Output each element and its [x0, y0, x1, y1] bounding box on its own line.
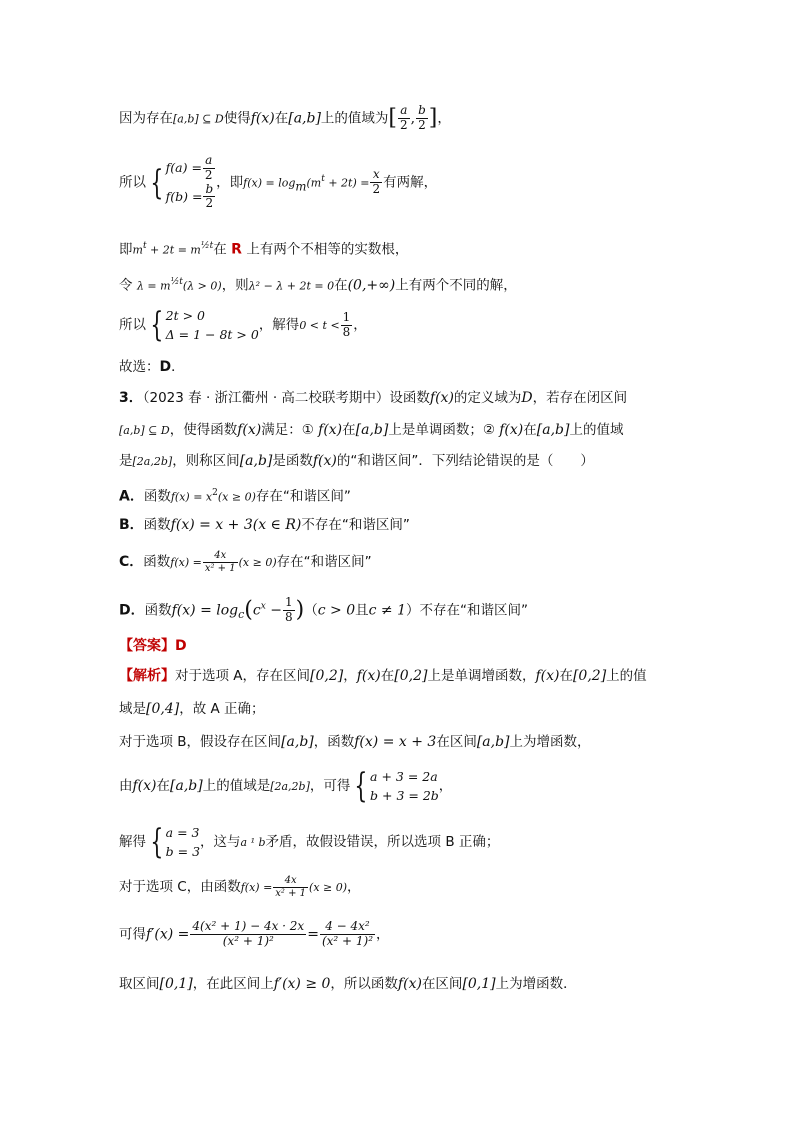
- text: ，函数: [313, 734, 355, 750]
- text: ，: [347, 879, 361, 895]
- denominator: x² + 1: [275, 887, 307, 899]
- explanation-line-6: [119, 875, 361, 899]
- math: f′(x) =: [146, 926, 190, 943]
- explanation-label: 【解析】: [119, 668, 175, 684]
- math: [a,b] ⊆ D: [173, 112, 224, 126]
- math: [a,b]: [170, 778, 203, 794]
- math: c > 0: [317, 602, 356, 619]
- math: b + 3 = 2b: [370, 788, 439, 803]
- option-label: B．: [119, 517, 144, 533]
- denominator: 2: [204, 167, 213, 182]
- text: 存在“和谐区间”: [276, 554, 372, 570]
- numerator: 4x: [273, 875, 308, 888]
- math: [2a,2b]: [270, 780, 310, 793]
- question-3-line-1: [119, 388, 627, 408]
- text: ，: [353, 317, 367, 333]
- system: [166, 154, 217, 211]
- text: ，: [376, 926, 390, 943]
- text: 在区间: [421, 976, 463, 992]
- denominator: 8: [342, 324, 351, 339]
- text: 由: [119, 778, 133, 794]
- math: x: [260, 601, 266, 612]
- text: 故选：: [119, 359, 160, 375]
- numerator: 4x: [203, 550, 238, 563]
- text: 令: [119, 277, 133, 294]
- numerator: 4 − 4x²: [320, 920, 375, 935]
- math: λ = m: [136, 279, 171, 293]
- text: 上是单调函数；②: [388, 422, 500, 438]
- line-range-statement: 因为存在[a,b] ⊆ D使得f(x)在[a,b]上的值域为[ $\frac{a}{2}$ , $\frac{b}{2}$ ]，: [119, 103, 451, 132]
- fraction: [398, 104, 410, 133]
- question-number: 3．: [119, 390, 143, 406]
- text: ，所以函数: [330, 976, 398, 992]
- math: f(x): [397, 976, 422, 992]
- math: f(x): [535, 668, 560, 684]
- text: 上的值域是: [202, 778, 271, 794]
- math: (x ≥ 0): [238, 556, 277, 569]
- numerator: b: [205, 181, 214, 196]
- math: −: [265, 602, 282, 619]
- text: 设函数: [389, 390, 430, 406]
- text: 在: [274, 110, 289, 127]
- text: 满足：①: [261, 422, 319, 438]
- math: [a,b]: [536, 422, 570, 438]
- text: 矛盾，故假设错误，所以选项 B 正确；: [265, 834, 500, 850]
- option-label: D．: [119, 602, 145, 619]
- text: 上为增函数，: [509, 734, 591, 750]
- text: 在: [380, 668, 395, 684]
- text: 在: [334, 277, 348, 294]
- text: （: [304, 602, 318, 619]
- math: [0,2]: [310, 668, 344, 684]
- text: 有两解，: [383, 174, 438, 191]
- math: (x ≥ 0): [309, 881, 348, 894]
- text: 对于选项 B，假设存在区间: [119, 734, 282, 750]
- math: [a,b] ⊆ D: [119, 424, 170, 437]
- math: (λ > 0): [182, 279, 222, 293]
- text: 即: [119, 241, 133, 258]
- numerator: b: [418, 103, 426, 117]
- math: D: [521, 390, 533, 406]
- math: [0,2]: [572, 668, 607, 684]
- text: 在: [342, 422, 356, 438]
- option-d[interactable]: D．函数$f(x) = \log_c(c^x$ − $\frac{1}{8}$ )（c > 0且c ≠ 1）不存在“和谐区间”: [119, 595, 529, 624]
- denominator: 2: [400, 117, 408, 132]
- math: 2: [212, 488, 218, 498]
- math: [0,1]: [159, 976, 193, 992]
- math: f(x) = log: [171, 602, 239, 619]
- numerator: a: [203, 154, 215, 169]
- line-system-log: 所以 { f(a) = $\frac{a}{2}$ f(b) = $\frac{b}{2}$ ，即$f(x) = \log_m(m^t + 2t)$ = $\frac{x}{2}$ 有两解，: [119, 153, 438, 211]
- math: a ¹ b: [240, 836, 266, 849]
- math: a + 3 = 2a: [370, 769, 438, 784]
- math: f(x): [237, 422, 262, 438]
- text: 上是单调增函数，: [427, 668, 536, 684]
- math: f(x): [312, 453, 337, 469]
- math: m: [132, 243, 143, 257]
- system: [166, 823, 200, 861]
- system: [370, 767, 439, 805]
- option-label: C．: [119, 554, 144, 570]
- math: f(a) =: [165, 159, 202, 175]
- answer-value: D: [175, 638, 187, 654]
- math: =: [307, 926, 319, 943]
- numerator: 4(x² + 1) − 4x · 2x: [192, 919, 305, 933]
- text: 因为存在: [119, 110, 173, 127]
- math: [0,2]: [394, 668, 428, 684]
- text: 上的值: [606, 668, 647, 684]
- math: [0,4]: [146, 701, 180, 717]
- fraction: [416, 104, 428, 133]
- text: 函数: [144, 602, 172, 619]
- text: 在: [559, 668, 573, 684]
- option-b[interactable]: [119, 515, 410, 535]
- question-3-line-2: [119, 420, 623, 441]
- text: 函数: [143, 488, 171, 505]
- text: 在: [213, 241, 227, 258]
- text: 是函数: [272, 453, 313, 469]
- explanation-line-2: [119, 699, 265, 719]
- denominator: 2: [418, 117, 426, 132]
- text: 是: [119, 453, 133, 469]
- math: ½t: [200, 241, 214, 251]
- math: ½t: [170, 277, 183, 287]
- math: f(x): [356, 668, 381, 684]
- text: 上的值域: [569, 422, 624, 438]
- text: 且: [355, 602, 369, 619]
- explanation-line-4: 由f(x)在[a,b]上的值域是[2a,2b]，可得 { a + 3 = 2a b + 3 = 2b ，: [119, 766, 453, 806]
- math: f(x) = log: [243, 176, 296, 190]
- math: + 2t) =: [324, 176, 370, 190]
- text: 函数: [143, 517, 171, 533]
- text: 域是: [119, 701, 146, 717]
- math: (m: [306, 176, 322, 190]
- answer-line: [119, 636, 187, 656]
- math: Δ = 1 − 8t > 0: [165, 327, 259, 342]
- explanation-line-1: [119, 666, 647, 686]
- math: [a,b]: [476, 734, 510, 750]
- math: [a,b]: [239, 453, 273, 469]
- line-choose: [119, 357, 185, 377]
- answer-label: 【答案】: [119, 638, 175, 654]
- text: 的定义域为: [453, 390, 522, 406]
- text: 上为增函数．: [495, 976, 577, 992]
- text: ，故 A 正确；: [179, 701, 265, 717]
- math: f(x) =: [170, 556, 202, 569]
- text: 上有两个不同的解，: [395, 277, 517, 294]
- system: [166, 306, 259, 344]
- math: [a,b]: [288, 110, 321, 127]
- denominator: (x² + 1)²: [321, 933, 374, 948]
- text: 不存在“和谐区间”: [301, 517, 410, 533]
- text: 上的值域为: [320, 110, 389, 127]
- math: 2t > 0: [165, 308, 205, 323]
- answer-letter: D: [159, 359, 172, 375]
- math: f(b) =: [165, 188, 203, 204]
- math: f(x): [429, 390, 454, 406]
- explanation-line-7: [119, 920, 390, 949]
- math: f(x): [318, 422, 343, 438]
- text: ，这与: [200, 834, 241, 850]
- math: 0 < t <: [299, 319, 340, 332]
- text: 所以: [119, 317, 146, 333]
- text: ，则: [221, 277, 249, 294]
- text: 使得: [223, 110, 251, 127]
- text: ．: [171, 359, 185, 375]
- denominator: 2: [205, 196, 214, 211]
- explanation-line-5: 解得 { a = 3 b = 3 ，这与a ¹ b矛盾，故假设错误，所以选项 B 正确；: [119, 822, 500, 862]
- math: (0,+∞): [347, 277, 396, 294]
- math: [2a,2b]: [132, 455, 173, 468]
- numerator: a: [398, 104, 410, 119]
- denominator: x² + 1: [204, 562, 236, 574]
- text: ，: [343, 668, 357, 684]
- text: 取区间: [119, 976, 160, 992]
- text: 函数: [143, 554, 171, 570]
- math: c: [252, 602, 261, 619]
- text: ，若存在闭区间: [532, 390, 628, 406]
- numerator: x: [370, 168, 382, 183]
- numerator: 1: [285, 595, 293, 609]
- math: f(x) = x: [170, 490, 213, 504]
- math: f(x) =: [240, 881, 273, 894]
- text: 存在“和谐区间”: [255, 488, 351, 505]
- math: R: [231, 241, 242, 258]
- math: f(x) = x + 3: [354, 734, 437, 750]
- text: 在: [523, 422, 537, 438]
- text: ，在此区间上: [192, 976, 274, 992]
- math: (x ≥ 0): [217, 490, 256, 504]
- text: 解得: [119, 834, 146, 850]
- text: ，则称区间: [172, 453, 240, 469]
- denominator: 8: [285, 609, 293, 624]
- math: t: [321, 173, 325, 184]
- text: ，解得: [258, 317, 300, 333]
- text: 对于选项 C，由函数: [119, 879, 241, 895]
- text: 的“和谐区间”．下列结论错误的是（ ）: [336, 453, 594, 469]
- text: ，使得函数: [169, 422, 238, 438]
- text: ，即: [216, 174, 244, 191]
- text: 在区间: [436, 734, 477, 750]
- math: [0,1]: [462, 976, 496, 992]
- denominator: 2: [372, 182, 381, 197]
- math: m: [295, 179, 307, 194]
- text: ，: [437, 110, 451, 127]
- math: b = 3: [165, 844, 201, 859]
- text: 所以: [119, 174, 146, 191]
- text: 可得: [119, 926, 146, 943]
- math: c: [238, 608, 245, 622]
- explanation-line-8: [119, 974, 577, 994]
- math: [a,b]: [355, 422, 389, 438]
- option-label: A．: [119, 488, 144, 505]
- math: t: [142, 241, 147, 251]
- math: f′(x) ≥ 0: [273, 976, 331, 992]
- math: f(x): [250, 110, 275, 127]
- math: c ≠ 1: [368, 602, 407, 619]
- math: f(x) = x + 3(x ∈ R): [170, 517, 302, 533]
- math: f(x): [499, 422, 524, 438]
- text: ，可得: [309, 778, 351, 794]
- text: 对于选项 A，存在区间: [175, 668, 311, 684]
- math: a = 3: [165, 825, 200, 840]
- option-c[interactable]: [119, 550, 372, 574]
- math: [a,b]: [281, 734, 314, 750]
- math: + 2t = m: [146, 243, 201, 257]
- text: 不存在“和谐区间”: [419, 602, 529, 619]
- denominator: (x² + 1)²: [222, 933, 274, 948]
- text: ）: [406, 602, 420, 619]
- line-substitution: [119, 272, 517, 297]
- line-real-roots: [119, 236, 408, 261]
- line-system-solve: 所以 { 2t > 0 Δ = 1 − 8t > 0 ，解得0 < t < $\frac{1}{8}$ ，: [119, 305, 367, 345]
- math: f(x): [132, 778, 157, 794]
- text: 上有两个不相等的实数根，: [246, 241, 409, 258]
- text: ，: [438, 778, 453, 794]
- text: 在: [156, 778, 171, 794]
- explanation-line-3: [119, 732, 591, 752]
- option-a[interactable]: [119, 483, 351, 508]
- numerator: 1: [342, 309, 351, 324]
- math: λ² − λ + 2t = 0: [248, 279, 335, 293]
- question-3-line-3: [119, 451, 594, 472]
- question-source: （2023 春 · 浙江衢州 · 高二校联考期中）: [142, 390, 390, 406]
